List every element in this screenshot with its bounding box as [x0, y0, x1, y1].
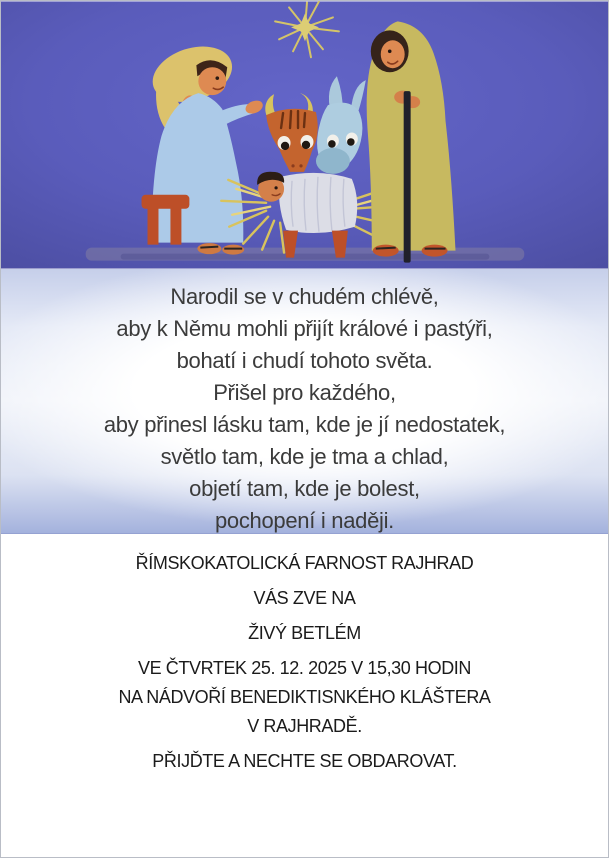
poem-line: světlo tam, kde je tma a chlad,	[160, 444, 449, 469]
invitation-section	[1, 534, 608, 776]
poem-line: objetí tam, kde je bolest,	[189, 476, 420, 501]
event-details	[1, 654, 608, 741]
staff	[404, 91, 411, 262]
event-name: ŽIVÝ BETLÉM	[248, 623, 361, 643]
nativity-scene-svg	[1, 1, 608, 269]
poem-line: bohatí i chudí tohoto světa.	[176, 348, 433, 373]
venue-line: V RAJHRADĚ.	[247, 716, 362, 736]
nativity-illustration	[1, 1, 608, 269]
poem-section	[1, 269, 608, 534]
ground-shadow	[86, 248, 525, 261]
venue-line: NA NÁDVOŘÍ BENEDIKTISNKÉHO KLÁŠTERA	[118, 687, 491, 707]
closing-line: PŘIJĎTE A NECHTE SE OBDAROVAT.	[152, 751, 457, 771]
organizer-line: ŘÍMSKOKATOLICKÁ FARNOST RAJHRAD	[135, 553, 474, 573]
datetime-line: VE ČTVRTEK 25. 12. 2025 V 15,30 HODIN	[137, 658, 472, 678]
poem-line: aby přinesl lásku tam, kde je jí nedostatek,	[103, 412, 506, 437]
poem-line: pochopení i naději.	[214, 508, 394, 533]
poem-line: aby k Němu mohli přijít králové i pastýři,	[116, 316, 493, 341]
invite-line: VÁS ZVE NA	[253, 588, 356, 608]
poem-line: Narodil se v chudém chlévě,	[170, 284, 439, 309]
poem-line: Přišel pro každého,	[213, 380, 396, 405]
